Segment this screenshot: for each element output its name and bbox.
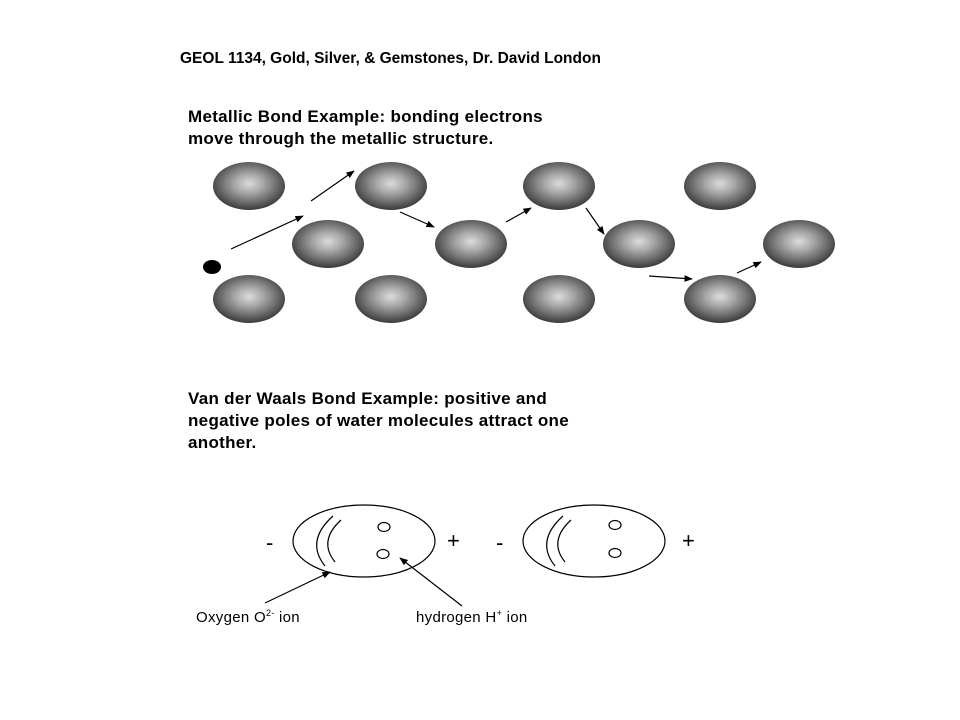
oxygen-ion-arc <box>328 520 341 562</box>
metal-atom <box>213 162 285 210</box>
negative-pole-1: - <box>266 530 274 555</box>
molecule-outline <box>293 505 435 577</box>
oxygen-label-suffix: ion <box>274 609 300 626</box>
oxygen-pointer-arrow <box>265 572 330 603</box>
oxygen-charge: 2- <box>265 608 275 618</box>
metallic-title-line-1: Metallic Bond Example: bonding electrons <box>188 107 543 126</box>
hydrogen-label-suffix: ion <box>502 609 528 626</box>
oxygen-ion-arc <box>558 520 571 562</box>
electron-dot <box>203 260 221 274</box>
positive-pole-2: + <box>682 528 695 553</box>
hydrogen-label-text: hydrogen H <box>416 609 497 626</box>
oxygen-label-text: Oxygen O <box>196 609 266 626</box>
molecule-outline <box>523 505 665 577</box>
metal-atom <box>523 275 595 323</box>
hydrogen-ion <box>609 521 621 530</box>
metal-atom <box>763 220 835 268</box>
hydrogen-ion <box>378 523 390 532</box>
metallic-atoms <box>213 162 835 323</box>
metal-atom <box>523 162 595 210</box>
electron-arrow <box>506 208 531 222</box>
vdw-title-line-1: Van der Waals Bond Example: positive and <box>188 389 548 408</box>
oxygen-ion-arc <box>317 516 333 566</box>
water-molecule <box>293 505 435 577</box>
oxygen-ion-arc <box>547 516 563 566</box>
electron-arrow <box>311 171 354 201</box>
hydrogen-pointer-arrow <box>400 558 462 606</box>
vdw-title-line-2: negative poles of water molecules attract one <box>188 411 569 430</box>
electron-arrow <box>400 212 434 227</box>
negative-pole-2: - <box>496 530 504 555</box>
metal-atom <box>684 162 756 210</box>
metal-atom <box>292 220 364 268</box>
electron-arrow <box>586 208 604 234</box>
vdw-title-line-3: another. <box>188 433 257 452</box>
label-pointers <box>265 558 462 606</box>
course-header: GEOL 1134, Gold, Silver, & Gemstones, Dr. David London <box>180 50 601 67</box>
metal-atom <box>213 275 285 323</box>
hydrogen-charge: + <box>496 608 503 618</box>
oxygen-ion-label <box>196 608 300 626</box>
metal-atom <box>684 275 756 323</box>
metal-atom <box>355 162 427 210</box>
hydrogen-ion <box>609 549 621 558</box>
metallic-title-line-2: move through the metallic structure. <box>188 129 494 148</box>
electron-arrow <box>737 262 761 273</box>
metal-atom <box>603 220 675 268</box>
hydrogen-ion-label <box>416 608 528 626</box>
metal-atom <box>435 220 507 268</box>
electron-arrow <box>649 276 692 279</box>
positive-pole-1: + <box>447 528 460 553</box>
hydrogen-ion <box>377 550 389 559</box>
metal-atom <box>355 275 427 323</box>
water-molecule <box>523 505 665 577</box>
